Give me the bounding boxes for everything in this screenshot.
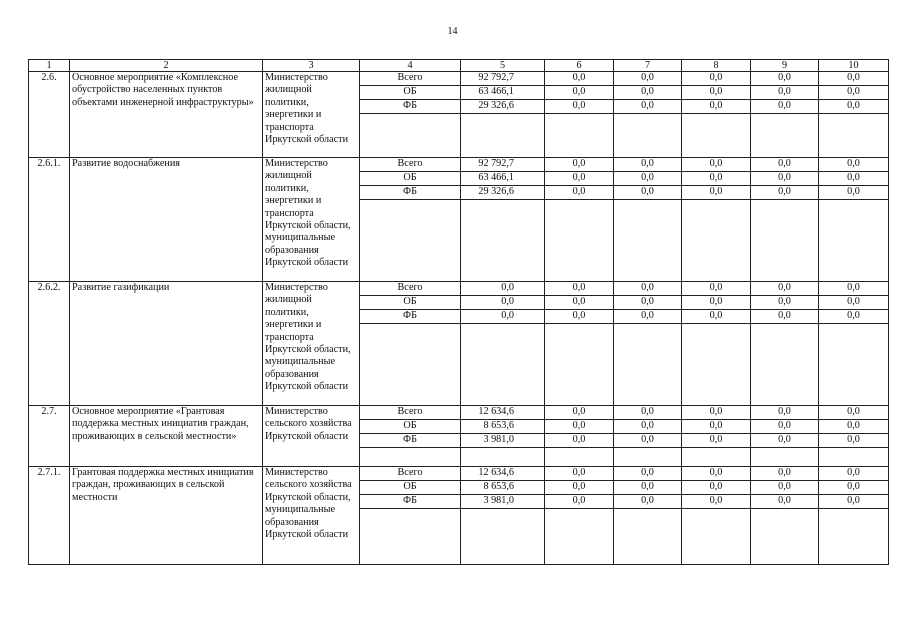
empty-cell (461, 448, 545, 467)
value-cell: 0,0 (819, 420, 889, 434)
value-cell: 0,0 (545, 186, 614, 200)
header-cell: 5 (461, 60, 545, 72)
value-cell: 0,0 (614, 420, 682, 434)
value-cell: 0,0 (819, 186, 889, 200)
header-cell: 4 (360, 60, 461, 72)
value-cell: 0,0 (682, 186, 751, 200)
table-row (29, 158, 889, 172)
value-cell: 0,0 (682, 86, 751, 100)
empty-cell (751, 324, 819, 406)
empty-cell (614, 509, 682, 565)
item-number: 2.6. (29, 72, 70, 158)
value-cell: 63 466,1 (461, 172, 545, 186)
funding-type: ФБ (360, 186, 461, 200)
item-executor: Министерство жилищной политики, энергетики и транспорта Иркутской области, муниципальные образования Иркутской области (263, 282, 360, 406)
value-cell: 0,0 (682, 406, 751, 420)
value-cell: 92 792,7 (461, 72, 545, 86)
value-cell: 92 792,7 (461, 158, 545, 172)
item-name: Развитие газификации (70, 282, 263, 406)
value-cell: 0,0 (819, 495, 889, 509)
value-cell: 0,0 (614, 481, 682, 495)
empty-cell (751, 200, 819, 282)
value-cell: 0,0 (614, 495, 682, 509)
funding-type: ОБ (360, 296, 461, 310)
value-cell: 0,0 (682, 100, 751, 114)
empty-cell (461, 114, 545, 158)
empty-cell (614, 114, 682, 158)
value-cell: 0,0 (614, 434, 682, 448)
value-cell: 0,0 (545, 72, 614, 86)
value-cell: 0,0 (614, 86, 682, 100)
value-cell: 0,0 (819, 158, 889, 172)
empty-cell (461, 509, 545, 565)
value-cell: 0,0 (682, 495, 751, 509)
empty-cell (360, 448, 461, 467)
value-cell: 0,0 (751, 420, 819, 434)
value-cell: 0,0 (682, 420, 751, 434)
value-cell: 0,0 (545, 158, 614, 172)
value-cell: 0,0 (614, 282, 682, 296)
value-cell: 63 466,1 (461, 86, 545, 100)
table-row (29, 72, 889, 86)
value-cell: 0,0 (461, 282, 545, 296)
empty-cell (461, 200, 545, 282)
funding-type: ФБ (360, 310, 461, 324)
value-cell: 0,0 (545, 296, 614, 310)
empty-cell (614, 324, 682, 406)
page-number: 14 (447, 26, 458, 37)
value-cell: 12 634,6 (461, 406, 545, 420)
empty-cell (682, 324, 751, 406)
funding-type: ОБ (360, 172, 461, 186)
value-cell: 0,0 (545, 172, 614, 186)
funding-type: Всего (360, 467, 461, 481)
empty-cell (682, 448, 751, 467)
value-cell: 0,0 (751, 282, 819, 296)
value-cell: 0,0 (819, 481, 889, 495)
value-cell: 0,0 (751, 296, 819, 310)
item-number: 2.7.1. (29, 467, 70, 565)
value-cell: 0,0 (682, 158, 751, 172)
value-cell: 0,0 (461, 296, 545, 310)
value-cell: 0,0 (545, 495, 614, 509)
value-cell: 0,0 (545, 406, 614, 420)
empty-cell (819, 509, 889, 565)
value-cell: 0,0 (682, 310, 751, 324)
funding-type: ФБ (360, 495, 461, 509)
header-cell: 8 (682, 60, 751, 72)
value-cell: 0,0 (682, 296, 751, 310)
table-row (29, 467, 889, 481)
value-cell: 0,0 (819, 172, 889, 186)
value-cell: 8 653,6 (461, 481, 545, 495)
value-cell: 0,0 (819, 296, 889, 310)
value-cell: 0,0 (819, 406, 889, 420)
value-cell: 0,0 (751, 310, 819, 324)
value-cell: 0,0 (751, 467, 819, 481)
value-cell: 0,0 (614, 100, 682, 114)
item-name: Развитие водоснабжения (70, 158, 263, 282)
item-executor: Министерство жилищной политики, энергетики и транспорта Иркутской области, муниципальные образования Иркутской области (263, 158, 360, 282)
empty-cell (360, 324, 461, 406)
value-cell: 0,0 (682, 282, 751, 296)
header-cell: 6 (545, 60, 614, 72)
header-row (29, 60, 889, 72)
header-cell: 9 (751, 60, 819, 72)
header-cell: 2 (70, 60, 263, 72)
value-cell: 0,0 (751, 186, 819, 200)
empty-cell (751, 448, 819, 467)
empty-cell (614, 448, 682, 467)
value-cell: 0,0 (819, 282, 889, 296)
value-cell: 0,0 (751, 72, 819, 86)
value-cell: 8 653,6 (461, 420, 545, 434)
value-cell: 0,0 (614, 467, 682, 481)
empty-cell (360, 200, 461, 282)
value-cell: 0,0 (751, 495, 819, 509)
value-cell: 0,0 (751, 158, 819, 172)
value-cell: 0,0 (682, 72, 751, 86)
empty-cell (614, 200, 682, 282)
empty-cell (819, 200, 889, 282)
value-cell: 0,0 (614, 172, 682, 186)
value-cell: 0,0 (682, 434, 751, 448)
value-cell: 0,0 (545, 481, 614, 495)
empty-cell (461, 324, 545, 406)
empty-cell (545, 448, 614, 467)
item-executor: Министерство сельского хозяйства Иркутской области, муниципальные образования Иркутской области (263, 467, 360, 565)
value-cell: 0,0 (819, 100, 889, 114)
funding-type: Всего (360, 72, 461, 86)
empty-cell (819, 448, 889, 467)
value-cell: 0,0 (819, 72, 889, 86)
funding-type: ФБ (360, 434, 461, 448)
value-cell: 0,0 (682, 481, 751, 495)
funding-type: Всего (360, 406, 461, 420)
value-cell: 0,0 (819, 310, 889, 324)
value-cell: 0,0 (751, 86, 819, 100)
value-cell: 12 634,6 (461, 467, 545, 481)
header-cell: 3 (263, 60, 360, 72)
value-cell: 0,0 (461, 310, 545, 324)
item-executor: Министерство сельского хозяйства Иркутской области (263, 406, 360, 467)
empty-cell (751, 509, 819, 565)
value-cell: 0,0 (751, 406, 819, 420)
value-cell: 0,0 (614, 72, 682, 86)
empty-cell (819, 114, 889, 158)
funding-type: ОБ (360, 420, 461, 434)
budget-table (28, 59, 889, 565)
value-cell: 0,0 (751, 434, 819, 448)
empty-cell (545, 114, 614, 158)
item-number: 2.7. (29, 406, 70, 467)
value-cell: 0,0 (545, 420, 614, 434)
empty-cell (360, 509, 461, 565)
empty-cell (545, 324, 614, 406)
funding-type: ОБ (360, 86, 461, 100)
value-cell: 0,0 (751, 481, 819, 495)
value-cell: 0,0 (819, 434, 889, 448)
empty-cell (682, 200, 751, 282)
header-cell: 10 (819, 60, 889, 72)
value-cell: 0,0 (682, 172, 751, 186)
value-cell: 0,0 (545, 467, 614, 481)
value-cell: 3 981,0 (461, 495, 545, 509)
funding-type: ФБ (360, 100, 461, 114)
item-name: Основное мероприятие «Грантовая поддержка местных инициатив граждан, проживающих в сельской местности» (70, 406, 263, 467)
empty-cell (819, 324, 889, 406)
header-cell: 1 (29, 60, 70, 72)
value-cell: 3 981,0 (461, 434, 545, 448)
empty-cell (360, 114, 461, 158)
value-cell: 0,0 (545, 86, 614, 100)
item-number: 2.6.1. (29, 158, 70, 282)
empty-cell (545, 509, 614, 565)
table-row (29, 282, 889, 296)
value-cell: 29 326,6 (461, 100, 545, 114)
empty-cell (545, 200, 614, 282)
value-cell: 0,0 (614, 296, 682, 310)
value-cell: 0,0 (614, 158, 682, 172)
item-name: Основное мероприятие «Комплексное обустройство населенных пунктов объектами инженерной инфраструктуры» (70, 72, 263, 158)
value-cell: 0,0 (614, 310, 682, 324)
value-cell: 0,0 (614, 406, 682, 420)
empty-cell (751, 114, 819, 158)
header-cell: 7 (614, 60, 682, 72)
empty-cell (682, 509, 751, 565)
funding-type: Всего (360, 158, 461, 172)
value-cell: 0,0 (545, 434, 614, 448)
value-cell: 0,0 (545, 310, 614, 324)
table-row (29, 406, 889, 420)
value-cell: 0,0 (751, 172, 819, 186)
value-cell: 0,0 (682, 467, 751, 481)
value-cell: 29 326,6 (461, 186, 545, 200)
item-number: 2.6.2. (29, 282, 70, 406)
value-cell: 0,0 (545, 282, 614, 296)
item-executor: Министерство жилищной политики, энергетики и транспорта Иркутской области (263, 72, 360, 158)
value-cell: 0,0 (751, 100, 819, 114)
value-cell: 0,0 (819, 86, 889, 100)
item-name: Грантовая поддержка местных инициатив граждан, проживающих в сельской местности (70, 467, 263, 565)
value-cell: 0,0 (614, 186, 682, 200)
value-cell: 0,0 (819, 467, 889, 481)
funding-type: ОБ (360, 481, 461, 495)
funding-type: Всего (360, 282, 461, 296)
value-cell: 0,0 (545, 100, 614, 114)
empty-cell (682, 114, 751, 158)
